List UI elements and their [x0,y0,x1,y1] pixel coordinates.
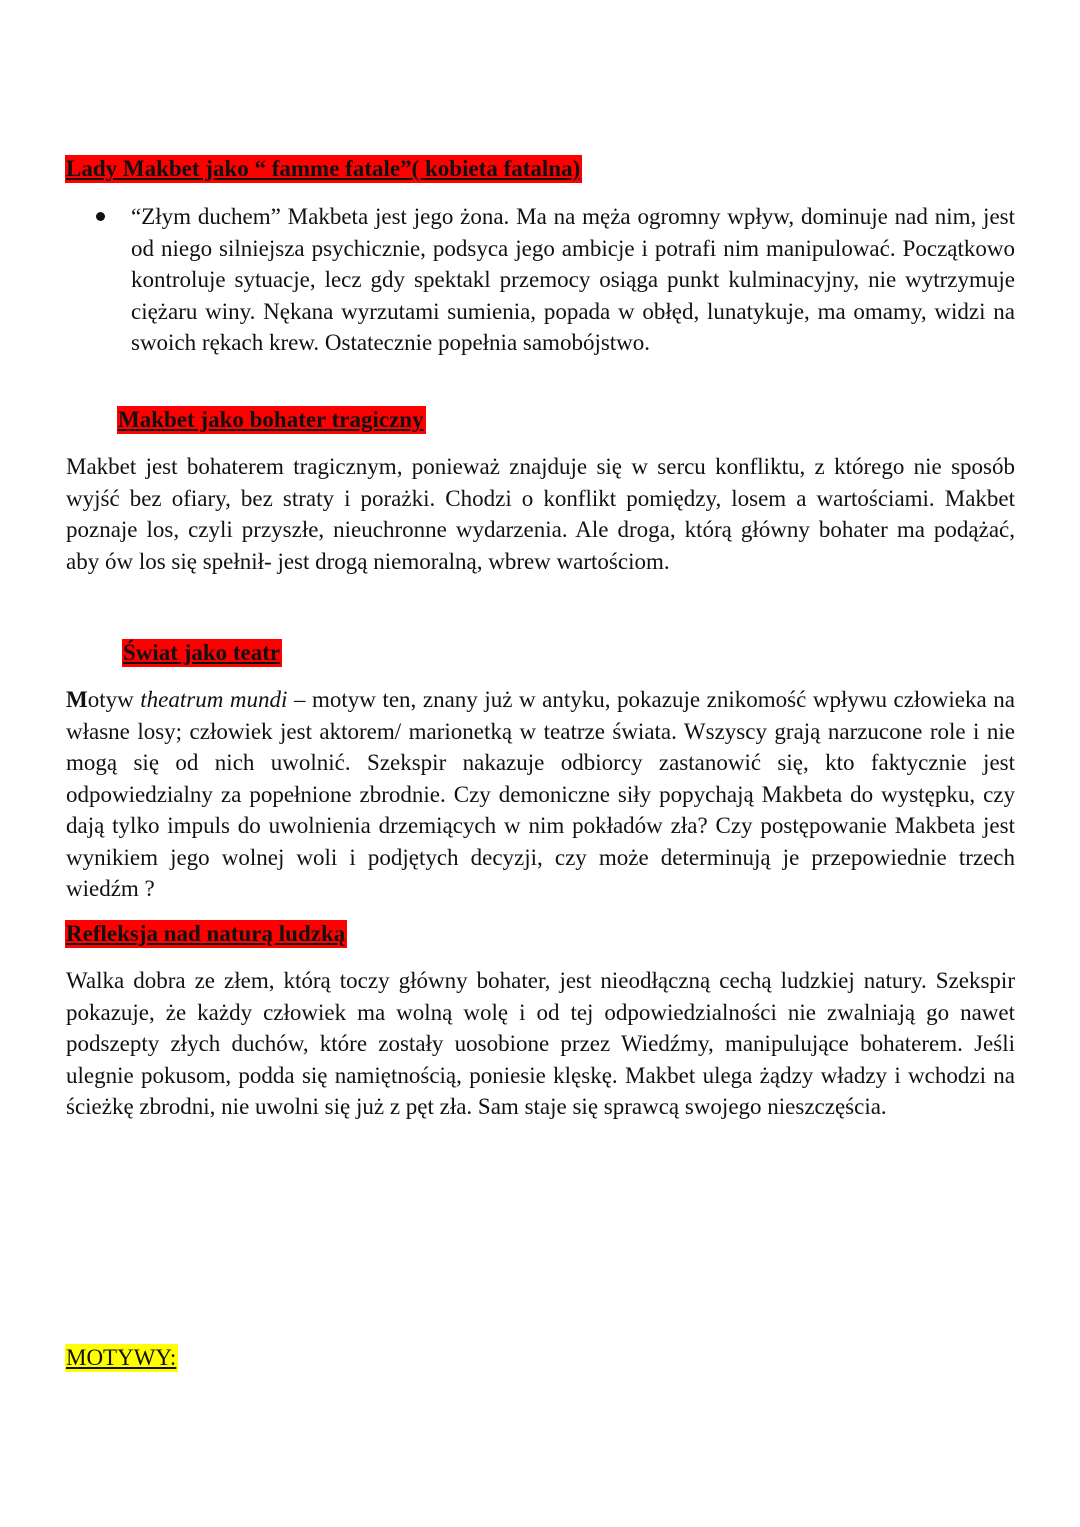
heading-swiat-jako-teatr: Świat jako teatr [123,640,281,665]
bullet-icon [96,206,110,220]
paragraph-refleksja: Walka dobra ze złem, którą toczy główny bohater, jest nieodłączną cechą ludzkiej natury. Szekspir pokazuje, że każdy człowiek ma wolną wolę i od tej odpowiedzialności nie zwalniają go nawet podszepty złych duchów, które zostały uosobione przez Wiedźmy, manipulujące bohaterem. Jeśli ulegnie pokusom, podda się namiętnością, poniesie klęskę. Makbet ulega żądzy władzy i wchodzi na ścieżkę zbrodni, nie uwolni się już z pęt zła. Sam staje się sprawcą swojego nieszczęścia. [66,968,1015,1119]
latin-term: theatrum mundi [140,687,288,712]
paragraph-start: otyw [87,687,141,712]
heading-refleksja: Refleksja nad naturą ludzką [66,921,346,946]
heading-bohater-tragiczny: Makbet jako bohater tragiczny [118,407,424,432]
drop-letter: M [66,687,88,712]
heading-lady-makbet: Lady Makbet jako “ famme fatale”( kobieta fatalna) [66,156,581,181]
heading-motywy: MOTYWY: [66,1345,177,1370]
paragraph-lady-makbet: “Złym duchem” Makbeta jest jego żona. Ma na męża ogromny wpływ, dominuje nad nim, jest od niego silniejsza psychicznie, podsyca jego ambicje i potrafi nim manipulować. Początkowo kontroluje sytuacje, lecz gdy spektakl przemocy osiąga punkt kulminacyjny, nie wytrzymuje ciężaru winy. Nękana wyrzutami sumienia, popada w obłęd, lunatykuje, ma omamy, widzi na swoich rękach krew. Ostatecznie popełnia samobójstwo. [131,204,1015,355]
paragraph-body: – motyw ten, znany już w antyku, pokazuje znikomość wpływu człowieka na własne losy; człowiek jest aktorem/ marionetką w teatrze świata. Wszyscy grają narzucone role i nie mogą się od nich uwolnić. Szekspir nakazuje odbiorcy zastanowić się, kto faktycznie jest odpowiedzialny za popełnione zbrodnie. Czy demoniczne siły popychają Makbeta do występku, czy dają tylko impuls do uwolnienia drzemiących w nim pokładów zła? Czy postępowanie Makbeta jest wynikiem jego wolnej woli i podjętych decyzji, czy może determinują je przepowiednie trzech wiedźm ? [66,687,1015,901]
paragraph-swiat-jako-teatr [66,684,1015,905]
paragraph-bohater-tragiczny: Makbet jest bohaterem tragicznym, ponieważ znajduje się w sercu konfliktu, z którego nie sposób wyjść bez ofiary, bez straty i porażki. Chodzi o konflikt pomiędzy, losem a wartościami. Makbet poznaje los, czyli przyszłe, nieuchronne wydarzenia. Ale droga, którą główny bohater ma podążać, aby ów los się spełnił- jest drogą niemoralną, wbrew wartościom. [66,454,1015,574]
